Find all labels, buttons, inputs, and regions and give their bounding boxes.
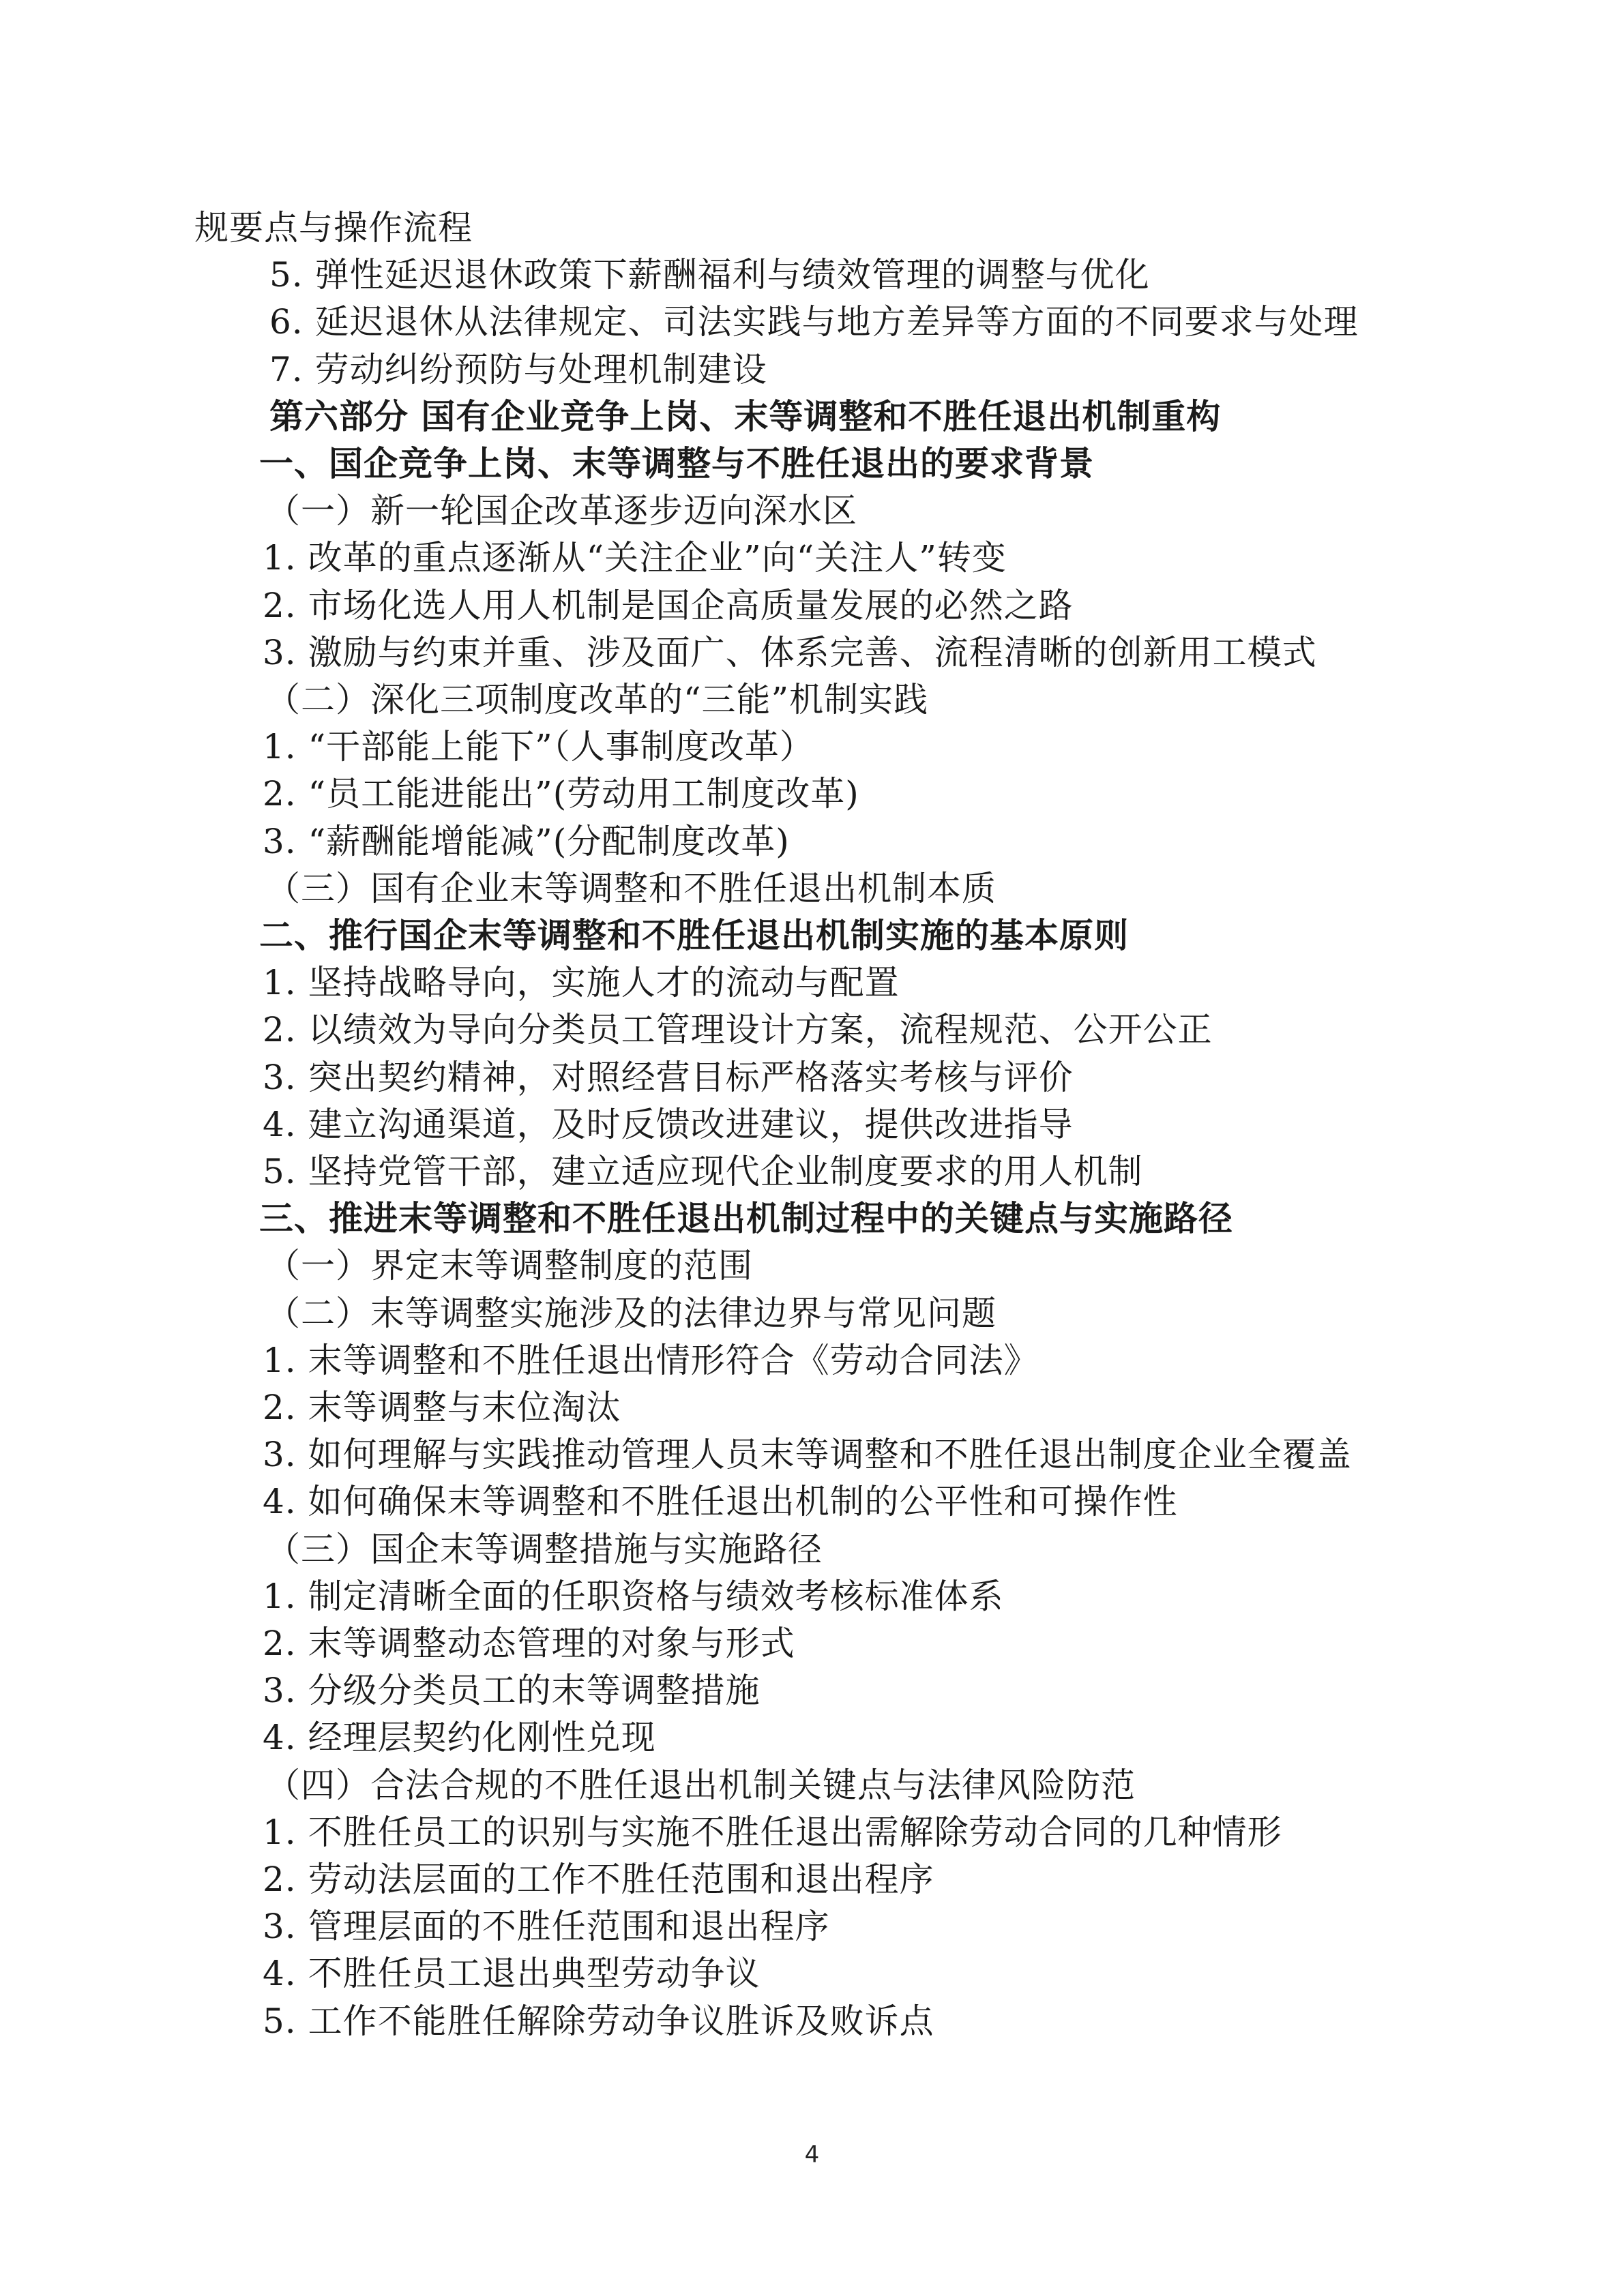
text-line: 2. “员工能进能出”(劳动用工制度改革) xyxy=(263,774,859,814)
page-number: 4 xyxy=(804,2141,820,2168)
section-heading: 二、推行国企末等调整和不胜任退出机制实施的基本原则 xyxy=(259,915,1129,955)
text-line: 1. 不胜任员工的识别与实施不胜任退出需解除劳动合同的几种情形 xyxy=(263,1813,1282,1852)
text-line: （四）合法合规的不胜任退出机制关键点与法律风险防范 xyxy=(266,1765,1136,1805)
text-line: 4. 不胜任员工退出典型劳动争议 xyxy=(263,1954,761,1993)
text-line: 4. 经理层契约化刚性兑现 xyxy=(263,1718,656,1757)
text-line: （二）末等调整实施涉及的法律边界与常见问题 xyxy=(266,1294,996,1333)
text-line: 2. 末等调整动态管理的对象与形式 xyxy=(263,1624,795,1663)
text-line: 1. 制定清晰全面的任职资格与绩效考核标准体系 xyxy=(263,1577,1004,1616)
text-line: 3. 分级分类员工的末等调整措施 xyxy=(263,1671,761,1710)
text-line: 1. “干部能上能下”（人事制度改革） xyxy=(263,727,814,766)
text-line: 2. 市场化选人用人机制是国企高质量发展的必然之路 xyxy=(263,586,1074,625)
text-line: 3. 激励与约束并重、涉及面广、体系完善、流程清晰的创新用工模式 xyxy=(263,633,1317,672)
text-line: 5. 工作不能胜任解除劳动争议胜诉及败诉点 xyxy=(263,2001,934,2041)
text-line: 1. 改革的重点逐渐从“关注企业”向“关注人”转变 xyxy=(263,538,1007,578)
section-heading: 三、推进末等调整和不胜任退出机制过程中的关键点与实施路径 xyxy=(259,1198,1233,1238)
text-line: 5. 坚持党管干部，建立适应现代企业制度要求的用人机制 xyxy=(263,1152,1143,1191)
text-line: 1. 坚持战略导向，实施人才的流动与配置 xyxy=(263,963,900,1002)
text-line: 2. 以绩效为导向分类员工管理设计方案，流程规范、公开公正 xyxy=(263,1010,1213,1049)
text-line: 2. 劳动法层面的工作不胜任范围和退出程序 xyxy=(263,1860,934,1899)
text-line: 4. 建立沟通渠道，及时反馈改进建议，提供改进指导 xyxy=(263,1105,1074,1144)
text-line: 3. 如何理解与实践推动管理人员末等调整和不胜任退出制度企业全覆盖 xyxy=(263,1435,1352,1474)
text-line: 3. 突出契约精神，对照经营目标严格落实考核与评价 xyxy=(263,1058,1074,1097)
text-line: 2. 末等调整与末位淘汰 xyxy=(263,1388,621,1427)
text-line: 6. 延迟退休从法律规定、司法实践与地方差异等方面的不同要求与处理 xyxy=(269,302,1359,342)
text-line: （三）国有企业末等调整和不胜任退出机制本质 xyxy=(266,869,996,908)
text-line: 3. “薪酬能增能减”(分配制度改革) xyxy=(263,822,790,861)
text-line: （二）深化三项制度改革的“三能”机制实践 xyxy=(266,680,929,719)
text-line: （三）国企末等调整措施与实施路径 xyxy=(266,1530,823,1569)
text-line: 3. 管理层面的不胜任范围和退出程序 xyxy=(263,1907,830,1946)
text-line: 5. 弹性延迟退休政策下薪酬福利与绩效管理的调整与优化 xyxy=(269,255,1150,295)
text-line: （一）新一轮国企改革逐步迈向深水区 xyxy=(266,491,857,531)
text-line: 规要点与操作流程 xyxy=(194,208,473,248)
text-line: （一）界定末等调整制度的范围 xyxy=(266,1246,753,1285)
text-line: 4. 如何确保末等调整和不胜任退出机制的公平性和可操作性 xyxy=(263,1482,1178,1521)
text-line: 1. 末等调整和不胜任退出情形符合《劳动合同法》 xyxy=(263,1341,1039,1380)
text-line: 7. 劳动纠纷预防与处理机制建设 xyxy=(269,350,767,389)
section-heading: 第六部分 国有企业竞争上岗、末等调整和不胜任退出机制重构 xyxy=(269,396,1222,436)
section-heading: 一、国企竞争上岗、末等调整与不胜任退出的要求背景 xyxy=(259,443,1094,483)
